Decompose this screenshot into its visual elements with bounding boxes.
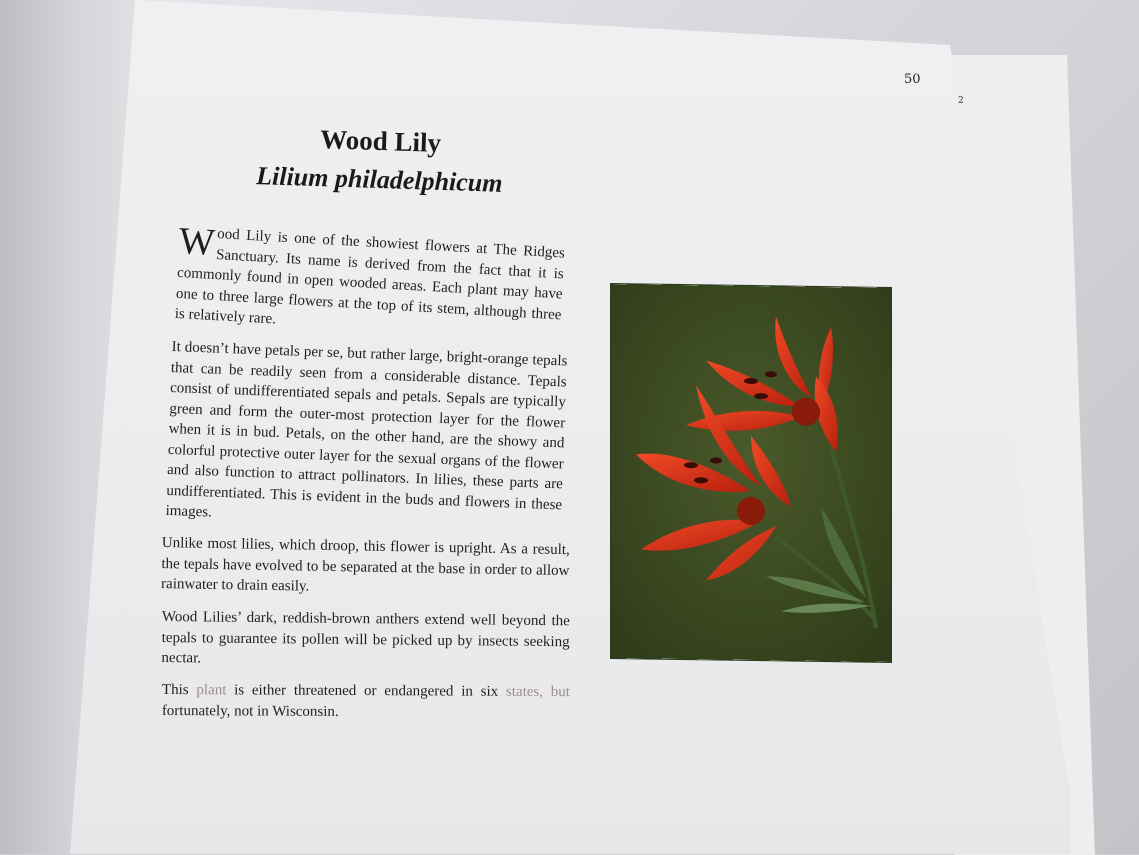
paragraph-5-c: is either threatened or endangered in six [226, 682, 506, 700]
paragraph-3: Unlike most lilies, which droop, this flower is upright. As a result, the tepals have evolved to be separated at the base in order to allow rainwater to drain easily. [160, 534, 570, 595]
paragraph-1 [174, 222, 565, 346]
red-wood-lily-flowers-photo-icon [611, 284, 891, 662]
paragraph-4: Wood Lilies’ dark, reddish-brown anthers extend well beyond the tepals to guarantee its pollen will be picked up by insects seeking nectar. [161, 608, 570, 666]
paragraph-5-e: fortunately, not in Wisconsin. [161, 702, 339, 720]
lily-photo [611, 284, 891, 662]
paragraph-2: It doesn’t have petals per se, but rather large, bright-orange tepals that can be readily seen from a considerable distance. Tepals consist of undifferentiated sepals and petals. Sepals are typically green and form the outer-most protection layer for the flower when it is in bud. Petals, on the other hand, are the showy and colorful protective outer layer for the sexual organs of the flower and also function to attract pollinators. In lilies, these parts are undifferentiated. This is evident in the buds and flowers in these images. [165, 338, 568, 521]
page-title: Wood Lily [319, 124, 442, 158]
title-block [224, 121, 536, 200]
paragraph-5-b: plant [196, 682, 227, 699]
drop-cap: W [177, 220, 216, 264]
paragraph-5-a: This [161, 682, 197, 699]
paragraph-1-text: ood Lily is one of the showiest flowers at The Ridges Sanctuary. Its name is derived from the fact that it is commonly found in open wooded areas. Each plant may have one to three large flowers at the top of its stem, although three is relatively rare. [174, 226, 566, 328]
paragraph-5-d: states, but [505, 683, 570, 701]
paragraph-5 [162, 680, 570, 723]
stray-mark: 2 [958, 96, 964, 106]
page-subtitle: Lilium philadelphicum [255, 161, 503, 198]
body-text [162, 222, 570, 733]
page-number: 50 [904, 72, 921, 87]
